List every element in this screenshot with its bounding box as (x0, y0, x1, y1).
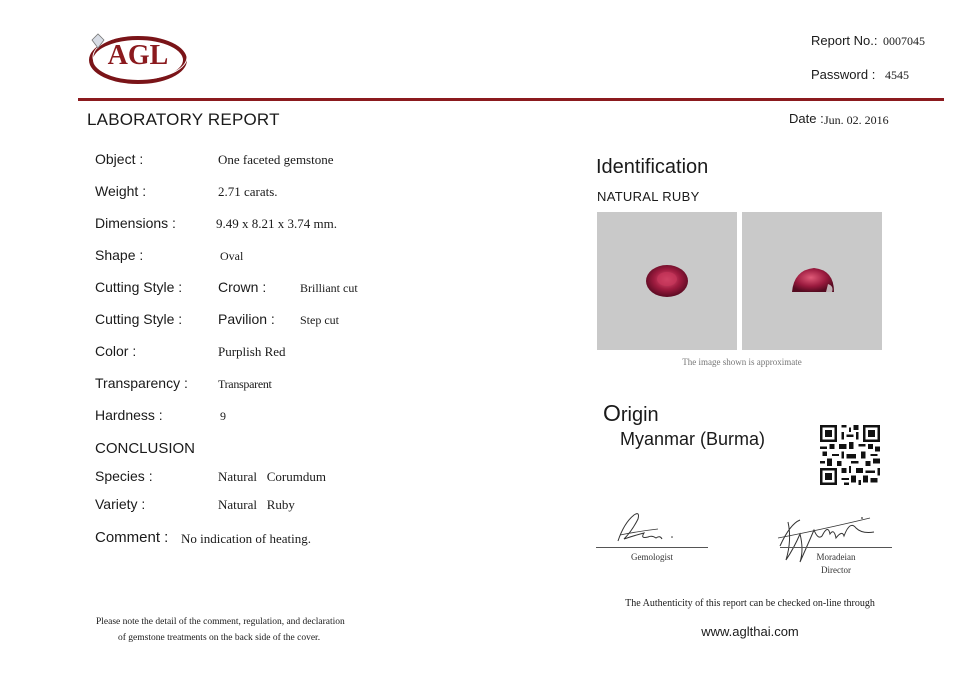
logo-text: AGL (107, 40, 169, 71)
password-label: Password : (811, 67, 876, 82)
origin-title (603, 400, 659, 427)
image-caption: The image shown is approximate (682, 357, 802, 367)
pavilion-value: Step cut (300, 313, 339, 327)
authenticity-note: The Authenticity of this report can be checked on-line through (625, 598, 875, 609)
weight-label: Weight : (95, 183, 147, 199)
object-value: One faceted gemstone (218, 152, 334, 167)
color-label: Color : (95, 343, 137, 359)
date-label: Date : (789, 111, 824, 126)
crown-label: Crown : (218, 279, 267, 295)
director-signature-line (780, 547, 892, 548)
report-no-value: 0007045 (883, 34, 925, 48)
director-title: Director (821, 565, 851, 575)
password-value: 4545 (885, 68, 909, 82)
disclaimer-line-1: Please note the detail of the comment, regulation, and declaration (96, 617, 345, 627)
agl-logo (88, 30, 188, 86)
report-no-label: Report No.: (811, 33, 878, 48)
dimensions-label: Dimensions : (95, 215, 176, 231)
gem-photo-side (742, 212, 882, 350)
conclusion-title: CONCLUSION (95, 440, 196, 457)
origin-title-initial: O (603, 400, 621, 426)
variety-value: Natural Ruby (218, 497, 295, 512)
transparency-label: Transparency : (95, 375, 188, 391)
qr-code[interactable] (820, 425, 880, 485)
hardness-label: Hardness : (95, 407, 163, 423)
origin-title-rest: rigin (620, 404, 659, 426)
pavilion-label: Pavilion : (218, 311, 275, 327)
dimensions-value: 9.49 x 8.21 x 3.74 mm. (216, 216, 337, 231)
gemologist-title: Gemologist (631, 552, 673, 562)
transparency-value: Transparent (218, 377, 272, 391)
crown-value: Brilliant cut (300, 281, 358, 295)
ruby-crown-image (597, 212, 737, 350)
director-name: Moradeian (816, 552, 856, 562)
color-value: Purplish Red (218, 344, 286, 359)
report-title: LABORATORY REPORT (87, 110, 280, 129)
cutting-style-label: Cutting Style : (95, 311, 183, 327)
disclaimer-line-2: of gemstone treatments on the back side of the cover. (118, 633, 321, 643)
header-divider (78, 98, 944, 101)
comment-label: Comment : (95, 529, 169, 546)
shape-value: Oval (220, 249, 244, 263)
species-label: Species : (95, 468, 153, 484)
comment-value: No indication of heating. (181, 531, 311, 546)
ruby-pavilion-image (742, 212, 882, 350)
website-link[interactable]: www.aglthai.com (701, 624, 799, 639)
identification-value: NATURAL RUBY (597, 189, 700, 204)
gem-photo-top (597, 212, 737, 350)
shape-label: Shape : (95, 247, 144, 263)
object-label: Object : (95, 151, 144, 167)
gemologist-signature-line (596, 547, 708, 548)
cutting-style-label: Cutting Style : (95, 279, 183, 295)
species-value: Natural Corumdum (218, 469, 326, 484)
identification-title: Identification (596, 156, 709, 178)
gemologist-signature (610, 505, 690, 549)
variety-label: Variety : (95, 496, 146, 512)
hardness-value: 9 (220, 409, 226, 423)
origin-value: Myanmar (Burma) (620, 429, 766, 449)
weight-value: 2.71 carats. (218, 184, 278, 199)
date-value: Jun. 02. 2016 (824, 113, 889, 127)
